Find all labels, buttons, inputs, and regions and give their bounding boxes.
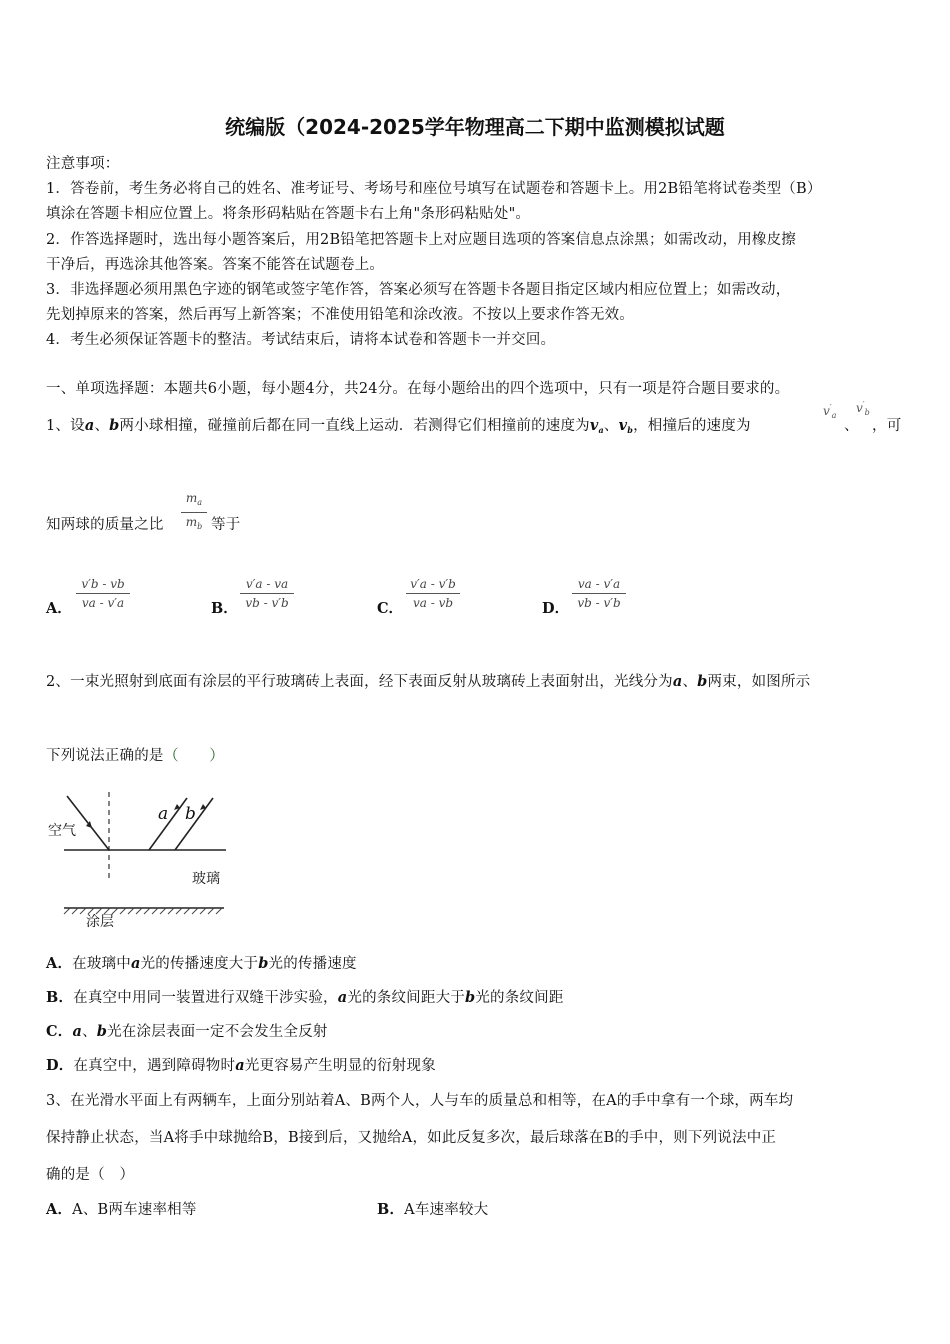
velocity-after-b: $v'_b$ [856, 400, 870, 417]
air-label: 空气 [48, 823, 76, 839]
question-1-text: 1、设a、b两小球相撞，碰撞前后都在同一直线上运动．若测得它们相撞前的速度为$v_a$、$v_b$，相撞后的速度为 [46, 417, 751, 435]
answer-paren: （ ） [163, 746, 225, 764]
notes-line: 2．作答选择题时，选出每小题答案后，用2B铅笔把答题卡上对应题目选项的答案信息点涂黑；如需改动，用橡皮擦 [46, 232, 797, 248]
question-1-line2-end: 等于 [211, 517, 241, 533]
page-title: 统编版（2024-2025学年物理高二下期中监测模拟试题 [225, 115, 725, 139]
notes-line: 填涂在答题卡相应位置上。将条形码粘贴在答题卡右上角"条形码粘贴处"。 [46, 206, 531, 222]
option-b-fraction[interactable]: v′a - va vb - v′b [240, 576, 294, 611]
q3-option-b[interactable]: B．A车速率较大 [377, 1201, 489, 1218]
optics-diagram [46, 790, 236, 930]
glass-label: 玻璃 [192, 871, 220, 887]
separator: 、 [844, 418, 859, 434]
question-1-line2: 知两球的质量之比 [46, 517, 164, 533]
question-3-line2: 保持静止状态，当A将手中球抛给B，B接到后，又抛给A，如此反复多次，最后球落在B的手中，则下列说法中正 [46, 1130, 777, 1146]
notes-heading: 注意事项： [46, 156, 120, 172]
notes-line: 4．考生必须保证答题卡的整洁。考试结束后，请将本试卷和答题卡一并交回。 [46, 332, 556, 348]
question-2-text: 2、一束光照射到底面有涂层的平行玻璃砖上表面，经下表面反射从玻璃砖上表面射出，光线分为a、b两束，如图所示 [46, 673, 811, 690]
q2-option-a[interactable]: A．在玻璃中a光的传播速度大于b光的传播速度 [46, 955, 357, 972]
notes-line: 1．答卷前，考生务必将自己的姓名、准考证号、考场号和座位号填写在试题卷和答题卡上。用2B铅笔将试卷类型（B） [46, 181, 822, 197]
option-d-label[interactable]: D． [542, 600, 570, 617]
q3-option-a[interactable]: A．A、B两车速率相等 [46, 1201, 197, 1218]
question-1-text-end: ，可 [872, 418, 902, 434]
ray-b-label: b [185, 804, 196, 824]
ray-a-label: a [158, 804, 169, 824]
question-3-line1: 3、在光滑水平面上有两辆车，上面分别站着A、B两个人，人与车的质量总和相等，在A的手中拿有一个球，两车均 [46, 1093, 794, 1109]
optics-figure [46, 790, 236, 930]
notes-line: 先划掉原来的答案，然后再写上新答案；不准使用铅笔和涂改液。不按以上要求作答无效。 [46, 307, 634, 323]
q2-option-b[interactable]: B．在真空中用同一装置进行双缝干涉实验，a光的条纹间距大于b光的条纹间距 [46, 989, 564, 1006]
option-c-fraction[interactable]: v′a - v′b va - vb [406, 576, 460, 611]
option-a-label[interactable]: A． [46, 600, 72, 617]
option-d-fraction[interactable]: va - v′a vb - v′b [572, 576, 626, 611]
question-3-line3: 确的是（ ） [46, 1167, 135, 1183]
q2-option-c[interactable]: C．a、b光在涂层表面一定不会发生全反射 [46, 1023, 328, 1040]
option-b-label[interactable]: B． [211, 600, 238, 617]
coating-label: 涂层 [86, 914, 114, 930]
section-heading: 一、单项选择题：本题共6小题，每小题4分，共24分。在每小题给出的四个选项中，只有一项是符合题目要求的。 [46, 381, 790, 397]
question-2-line2: 下列说法正确的是（ ） [46, 746, 225, 764]
option-a-fraction[interactable]: v′b - vb va - v′a [76, 576, 130, 611]
velocity-after-a: $v'_a$ [823, 403, 837, 420]
q2-option-d[interactable]: D．在真空中，遇到障碍物时a光更容易产生明显的衍射现象 [46, 1057, 436, 1074]
notes-line: 干净后，再选涂其他答案。答案不能答在试题卷上。 [46, 257, 385, 273]
mass-ratio-fraction: $m_a$ $m_b$ [181, 490, 207, 535]
notes-line: 3．非选择题必须用黑色字迹的钢笔或签字笔作答，答案必须写在答题卡各题目指定区域内相应位置上；如需改动， [46, 282, 791, 298]
option-c-label[interactable]: C． [377, 600, 404, 617]
